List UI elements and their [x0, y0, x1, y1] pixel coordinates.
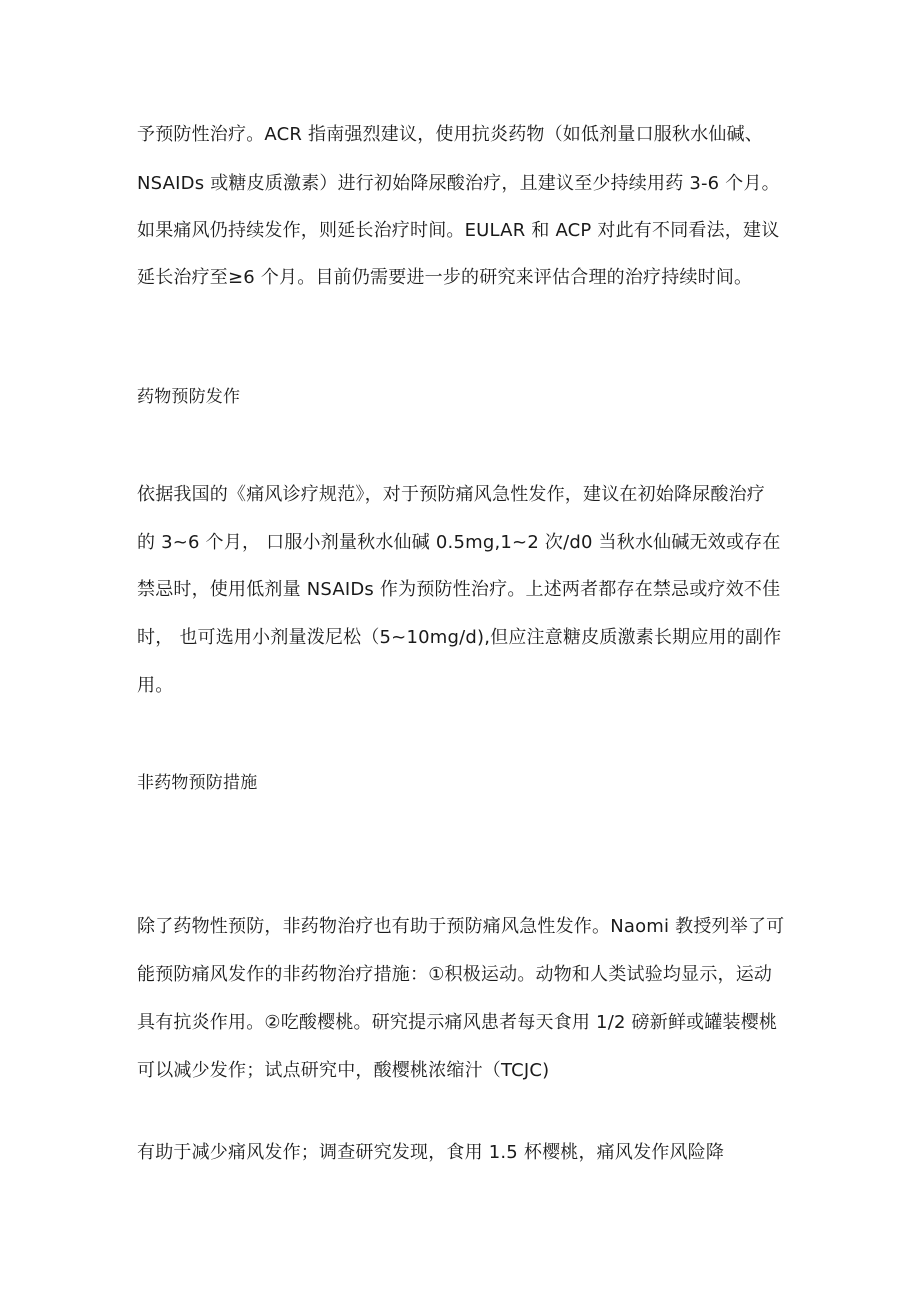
paragraph-3-line-2: 能预防痛风发作的非药物治疗措施：①积极运动。动物和人类试验均显示，运动 [137, 964, 773, 985]
paragraph-1-line-1: 予预防性治疗。ACR 指南强烈建议，使用抗炎药物（如低剂量口服秋水仙碱、 [137, 124, 763, 145]
section-heading-drug-prevention: 药物预防发作 [137, 387, 241, 407]
paragraph-2-line-1: 依据我国的《痛风诊疗规范》，对于预防痛风急性发作，建议在初始降尿酸治疗 [137, 484, 765, 505]
paragraph-2-line-3: 禁忌时，使用低剂量 NSAIDs 作为预防性治疗。上述两者都存在禁忌或疗效不佳 [137, 579, 781, 600]
paragraph-3-line-1: 除了药物性预防，非药物治疗也有助于预防痛风急性发作。Naomi 教授列举了可 [137, 916, 785, 937]
paragraph-1-line-4: 延长治疗至≥6 个月。目前仍需要进一步的研究来评估合理的治疗持续时间。 [137, 267, 753, 288]
paragraph-2-line-2: 的 3~6 个月， 口服小剂量秋水仙碱 0.5mg,1~2 次/d0 当秋水仙碱无效或存在 [137, 532, 781, 553]
paragraph-2-line-4: 时， 也可选用小剂量泼尼松（5~10mg/d),但应注意糖皮质激素长期应用的副作 [137, 627, 782, 648]
paragraph-3-line-4: 可以减少发作；试点研究中，酸樱桃浓缩汁（TCJC) [137, 1060, 550, 1081]
paragraph-4-line-1: 有助于减少痛风发作；调查研究发现，食用 1.5 杯樱桃，痛风发作风险降 [137, 1142, 725, 1163]
section-heading-non-drug-prevention: 非药物预防措施 [137, 773, 258, 793]
paragraph-1-line-2: NSAIDs 或糖皮质激素）进行初始降尿酸治疗，且建议至少持续用药 3-6 个月。 [137, 173, 780, 194]
paragraph-3-line-3: 具有抗炎作用。②吃酸樱桃。研究提示痛风患者每天食用 1/2 磅新鲜或罐装樱桃 [137, 1012, 778, 1033]
paragraph-2-line-5: 用。 [137, 675, 174, 696]
paragraph-1-line-3: 如果痛风仍持续发作，则延长治疗时间。EULAR 和 ACP 对此有不同看法，建议 [137, 220, 780, 241]
